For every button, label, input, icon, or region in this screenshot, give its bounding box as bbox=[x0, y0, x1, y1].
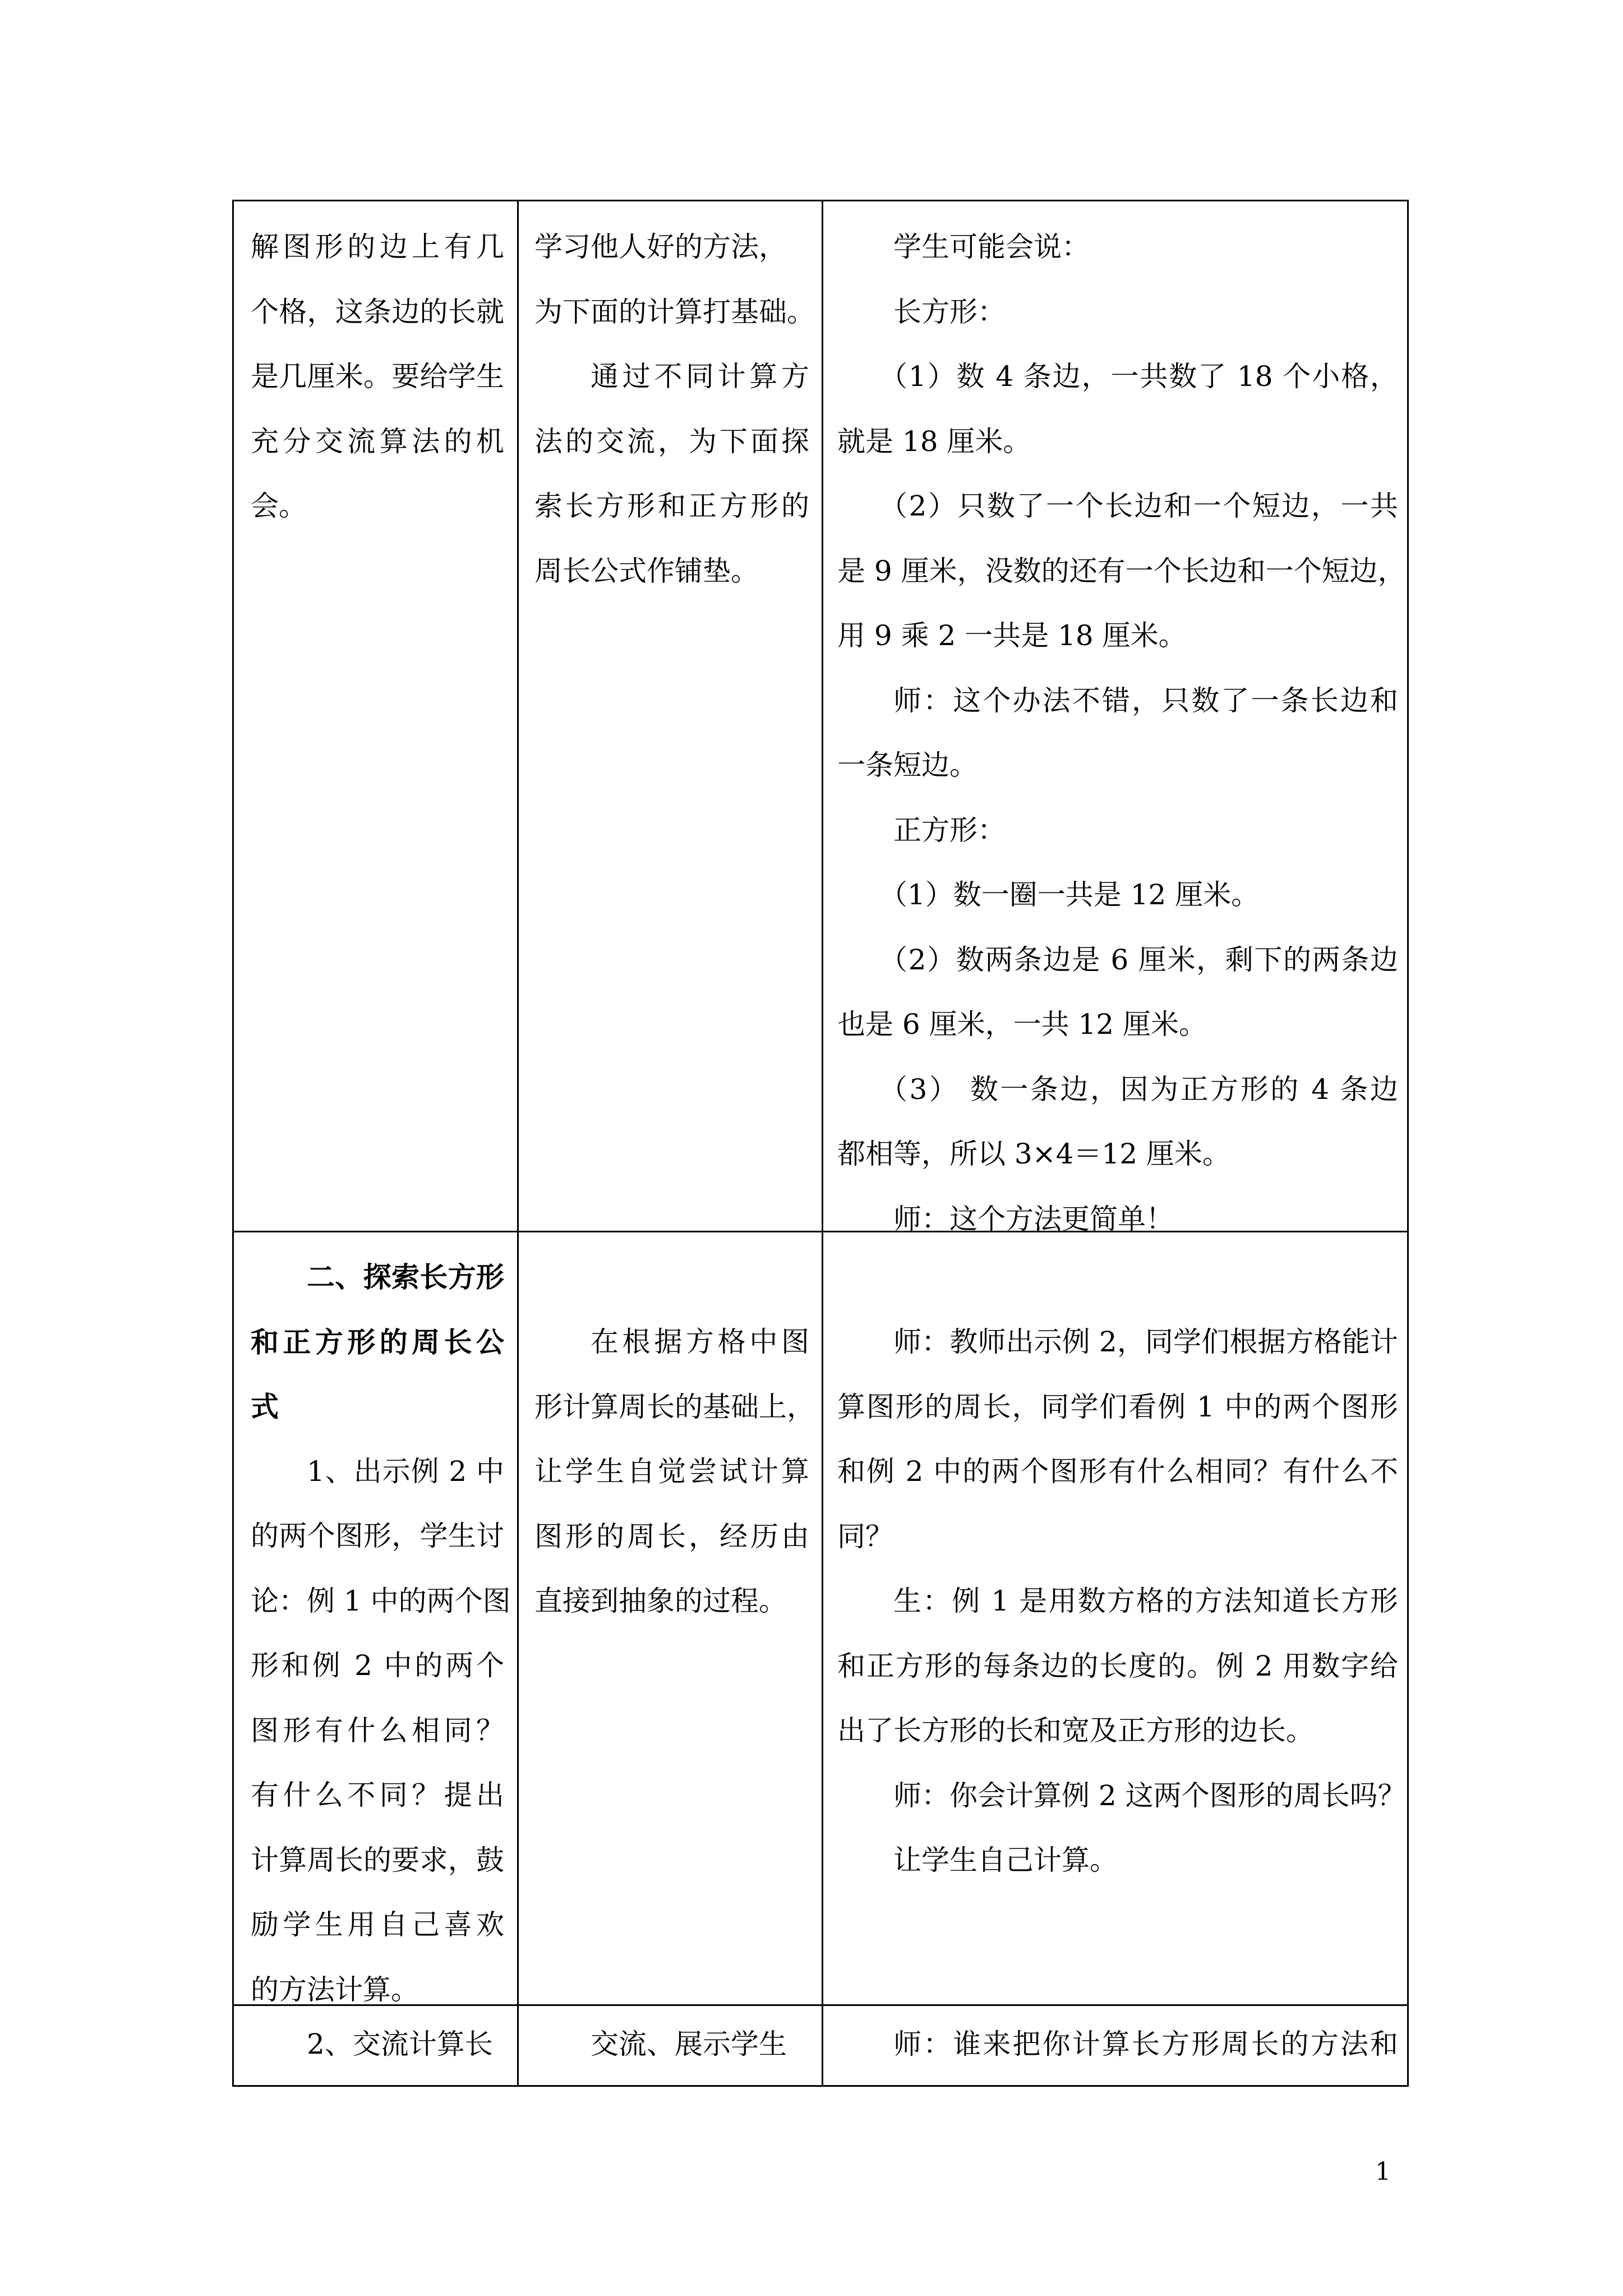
text-line: 也是 6 厘米，一共 12 厘米。 bbox=[837, 1008, 1207, 1041]
text-line: （1）数一圈一共是 12 厘米。 bbox=[879, 878, 1260, 911]
text-line: 学习他人好的方法， bbox=[534, 231, 787, 263]
text-line: 索长方形和正方形的 bbox=[534, 490, 809, 522]
column-divider-1 bbox=[517, 201, 519, 2085]
text-line: 交流、展示学生 bbox=[591, 2028, 787, 2060]
text-line: 计算周长的要求，鼓 bbox=[251, 1843, 504, 1876]
text-line: 充分交流算法的机 bbox=[251, 425, 504, 458]
text-line: 形和例 2 中的两个 bbox=[251, 1649, 504, 1682]
text-line: 一条短边。 bbox=[837, 749, 978, 781]
text-line: 形计算周长的基础上， bbox=[534, 1390, 815, 1423]
section-heading-line: 式 bbox=[251, 1390, 279, 1423]
text-line: 师：这个方法更简单！ bbox=[893, 1202, 1174, 1235]
text-line: 是几厘米。要给学生 bbox=[251, 360, 504, 393]
text-line: 的方法计算。 bbox=[251, 1973, 419, 2006]
text-line: 师：谁来把你计算长方形周长的方法和 bbox=[893, 2028, 1398, 2060]
row1-col2-cell bbox=[534, 215, 815, 604]
text-line: 图形的周长，经历由 bbox=[534, 1520, 809, 1553]
row3-col1-cell bbox=[251, 2012, 504, 2077]
text-line: 的两个图形，学生讨 bbox=[251, 1520, 504, 1552]
row3-col2-cell bbox=[534, 2012, 809, 2077]
text-line: （2）数两条边是 6 厘米，剩下的两条边 bbox=[879, 943, 1398, 976]
page-number: 1 bbox=[1375, 2157, 1391, 2186]
text-line: 直接到抽象的过程。 bbox=[534, 1585, 787, 1617]
text-line: 个格，这条边的长就 bbox=[251, 295, 504, 328]
text-line: 就是 18 厘米。 bbox=[837, 425, 1031, 458]
row3-col3-cell bbox=[837, 2012, 1398, 2077]
text-line: 师：这个办法不错，只数了一条长边和 bbox=[893, 684, 1398, 717]
row2-col2-cell bbox=[534, 1310, 815, 1634]
text-line: 为下面的计算打基础。 bbox=[534, 295, 815, 328]
text-line: 用 9 乘 2 一共是 18 厘米。 bbox=[837, 619, 1187, 652]
text-line: 会。 bbox=[251, 490, 307, 522]
text-line: 正方形： bbox=[893, 813, 1006, 846]
lesson-table bbox=[232, 200, 1409, 2087]
text-line: 图形有什么相同？ bbox=[251, 1714, 504, 1747]
text-line: （1）数 4 条边，一共数了 18 个小格， bbox=[879, 360, 1398, 393]
text-line: （2）只数了一个长边和一个短边，一共 bbox=[879, 490, 1398, 522]
row2-col1-cell bbox=[251, 1245, 511, 2022]
text-line: 让学生自己计算。 bbox=[893, 1844, 1118, 1876]
section-heading-line: 和正方形的周长公 bbox=[251, 1325, 504, 1359]
text-line: 是 9 厘米，没数的还有一个长边和一个短边， bbox=[837, 554, 1406, 587]
text-line: 让学生自觉尝试计算 bbox=[534, 1455, 809, 1488]
text-line: 有什么不同？提出 bbox=[251, 1779, 504, 1811]
text-line: 出了长方形的长和宽及正方形的边长。 bbox=[837, 1714, 1314, 1747]
text-line: 周长公式作铺垫。 bbox=[534, 554, 759, 587]
text-line: 励学生用自己喜欢 bbox=[251, 1908, 504, 1941]
text-line: （3） 数一条边，因为正方形的 4 条边 bbox=[879, 1073, 1398, 1106]
text-line: 解图形的边上有几 bbox=[251, 231, 504, 263]
text-line: 和正方形的每条边的长度的。例 2 用数字给 bbox=[837, 1649, 1398, 1682]
row2-col3-cell bbox=[837, 1310, 1406, 1893]
text-line: 法的交流，为下面探 bbox=[534, 425, 809, 458]
text-line: 学生可能会说： bbox=[893, 231, 1090, 263]
text-line: 师：你会计算例 2 这两个图形的周长吗？ bbox=[893, 1779, 1406, 1812]
text-line: 和例 2 中的两个图形有什么相同？有什么不 bbox=[837, 1455, 1398, 1488]
text-line: 同？ bbox=[837, 1520, 893, 1553]
text-line: 都相等，所以 3×4＝12 厘米。 bbox=[837, 1138, 1230, 1170]
text-line: 论：例 1 中的两个图 bbox=[251, 1584, 511, 1617]
text-line: 生：例 1 是用数方格的方法知道长方形 bbox=[893, 1585, 1398, 1617]
text-line: 长方形： bbox=[893, 295, 1006, 328]
text-line: 1、出示例 2 中 bbox=[307, 1455, 504, 1488]
text-line: 2、交流计算长 bbox=[307, 2028, 493, 2060]
column-divider-2 bbox=[822, 201, 823, 2085]
text-line: 在根据方格中图 bbox=[591, 1326, 809, 1358]
text-line: 师：教师出示例 2，同学们根据方格能计 bbox=[893, 1326, 1398, 1358]
section-heading-line: 二、探索长方形 bbox=[307, 1260, 504, 1294]
row1-col3-cell bbox=[837, 215, 1406, 1251]
text-line: 通过不同计算方 bbox=[591, 360, 809, 393]
row1-col1-cell bbox=[251, 215, 504, 539]
text-line: 算图形的周长，同学们看例 1 中的两个图形 bbox=[837, 1390, 1398, 1423]
